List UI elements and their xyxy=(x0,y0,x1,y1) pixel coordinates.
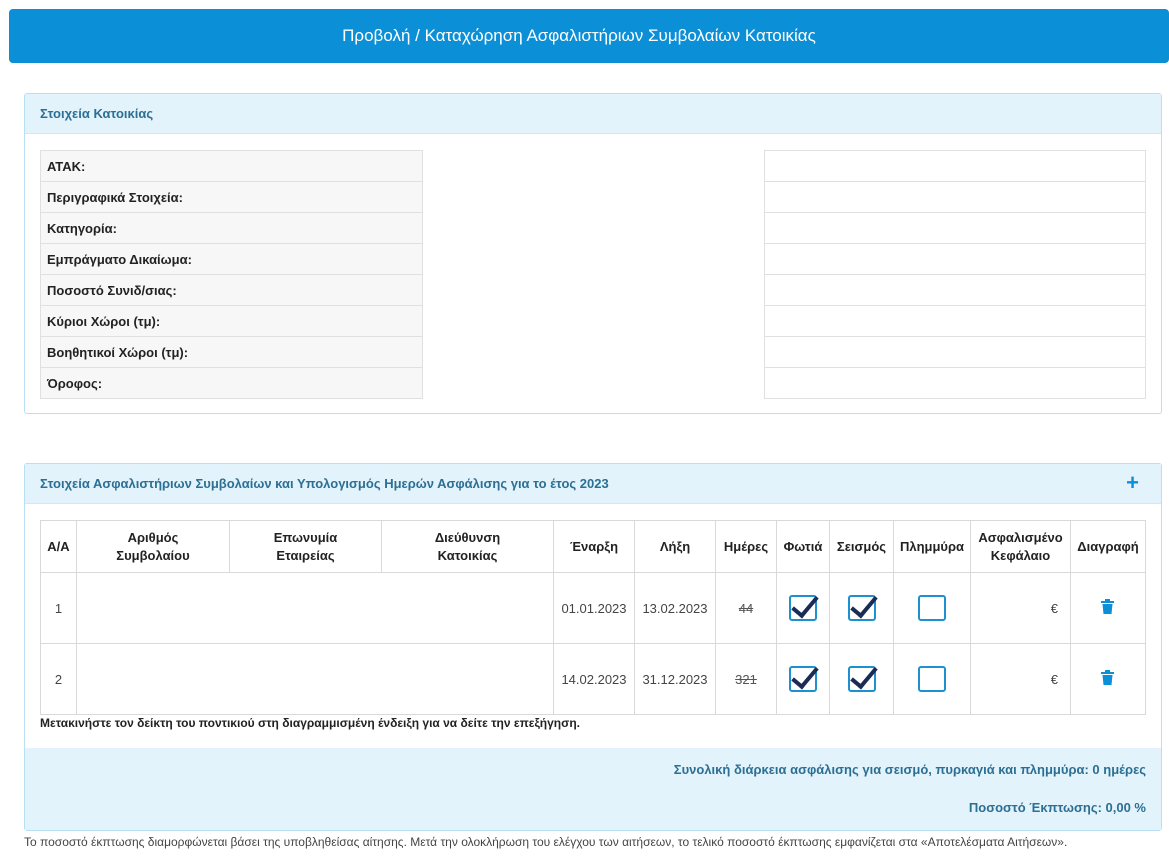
property-row xyxy=(41,244,1146,275)
col-address xyxy=(382,521,554,573)
cell-flood xyxy=(894,573,971,644)
col-delete: Διαγραφή xyxy=(1071,521,1146,573)
hover-hint: Μετακινήστε τον δείκτη του ποντικιού στη διαγραμμισμένη ένδειξη για να δείτε την επεξήγηση. xyxy=(40,716,581,730)
cell-fire xyxy=(777,573,830,644)
property-value-gap xyxy=(423,368,765,399)
property-label: ΑΤΑΚ: xyxy=(41,151,423,182)
fire-checkbox[interactable] xyxy=(789,666,817,692)
trash-icon[interactable] xyxy=(1101,670,1115,686)
earthquake-checkbox[interactable] xyxy=(848,666,876,692)
plus-icon[interactable]: + xyxy=(1126,470,1139,495)
col-end: Λήξη xyxy=(635,521,716,573)
footnote: Το ποσοστό έκπτωσης διαμορφώνεται βάσει της υποβληθείσας αίτησης. Μετά την ολοκλήρωση του ελέγχου των αιτήσεων, το τελικό ποσοστό έκπτωσης εμφανίζεται στα «Αποτελέσματα Αιτήσεων». xyxy=(24,835,1068,849)
property-label: Όροφος: xyxy=(41,368,423,399)
days-strikethrough[interactable]: 321 xyxy=(735,671,757,687)
property-panel-title: Στοιχεία Κατοικίας xyxy=(40,106,154,121)
property-value-gap xyxy=(423,213,765,244)
property-value xyxy=(765,213,1146,244)
property-value-gap xyxy=(423,337,765,368)
property-row xyxy=(41,151,1146,182)
property-label: Περιγραφικά Στοιχεία: xyxy=(41,182,423,213)
property-label: Εμπράγματο Δικαίωμα: xyxy=(41,244,423,275)
earthquake-checkbox[interactable] xyxy=(848,595,876,621)
days-strikethrough[interactable]: 44 xyxy=(738,600,754,616)
cell-end: 13.02.2023 xyxy=(635,573,716,644)
cell-end: 31.12.2023 xyxy=(635,644,716,715)
fire-checkbox[interactable] xyxy=(789,595,817,621)
property-row xyxy=(41,368,1146,399)
property-panel-header xyxy=(25,94,1161,134)
cell-delete xyxy=(1071,573,1146,644)
col-fire: Φωτιά xyxy=(777,521,830,573)
trash-icon[interactable] xyxy=(1101,599,1115,615)
table-header-row xyxy=(41,521,1146,573)
cell-delete xyxy=(1071,644,1146,715)
contracts-panel-header xyxy=(25,464,1161,504)
cell-address xyxy=(382,644,554,715)
property-table xyxy=(40,150,1146,399)
property-row xyxy=(41,306,1146,337)
flood-checkbox[interactable] xyxy=(918,595,946,621)
property-value xyxy=(765,337,1146,368)
property-value-gap xyxy=(423,306,765,337)
property-value xyxy=(765,306,1146,337)
property-label: Βοηθητικοί Χώροι (τμ): xyxy=(41,337,423,368)
cell-contract-no xyxy=(77,573,230,644)
col-company-label: Επωνυμία Εταιρείας xyxy=(273,529,338,563)
property-value xyxy=(765,182,1146,213)
col-aa: Α/Α xyxy=(41,521,77,573)
property-value xyxy=(765,368,1146,399)
property-label: Κύριοι Χώροι (τμ): xyxy=(41,306,423,337)
property-value xyxy=(765,244,1146,275)
total-duration: Συνολική διάρκεια ασφάλισης για σεισμό, πυρκαγιά και πλημμύρα: 0 ημέρες xyxy=(673,762,1146,777)
cell-earthquake xyxy=(830,644,894,715)
cell-company xyxy=(230,644,382,715)
property-row xyxy=(41,182,1146,213)
col-address-label: Διεύθυνση Κατοικίας xyxy=(434,529,501,563)
col-company xyxy=(230,521,382,573)
col-earthquake: Σεισμός xyxy=(830,521,894,573)
cell-earthquake xyxy=(830,573,894,644)
property-label: Κατηγορία: xyxy=(41,213,423,244)
summary-box xyxy=(25,748,1161,830)
contracts-panel-title: Στοιχεία Ασφαλιστήριων Συμβολαίων και Υπολογισμός Ημερών Ασφάλισης για το έτος 2023 xyxy=(40,476,609,491)
property-row xyxy=(41,275,1146,306)
cell-start: 01.01.2023 xyxy=(554,573,635,644)
property-value-gap xyxy=(423,151,765,182)
col-start: Έναρξη xyxy=(554,521,635,573)
property-value-gap xyxy=(423,244,765,275)
cell-address xyxy=(382,573,554,644)
cell-days[interactable] xyxy=(716,573,777,644)
page-header xyxy=(9,9,1169,63)
property-value-gap xyxy=(423,182,765,213)
discount-percentage: Ποσοστό Έκπτωσης: 0,00 % xyxy=(968,800,1146,815)
property-value xyxy=(765,151,1146,182)
cell-capital: € xyxy=(971,644,1071,715)
col-days: Ημέρες xyxy=(716,521,777,573)
table-row xyxy=(41,644,1146,715)
property-row xyxy=(41,337,1146,368)
col-flood: Πλημμύρα xyxy=(894,521,971,573)
property-value xyxy=(765,275,1146,306)
property-row xyxy=(41,213,1146,244)
cell-aa: 2 xyxy=(41,644,77,715)
property-label: Ποσοστό Συνιδ/σιας: xyxy=(41,275,423,306)
flood-checkbox[interactable] xyxy=(918,666,946,692)
cell-days[interactable] xyxy=(716,644,777,715)
property-panel xyxy=(24,93,1162,414)
col-capital-label: Ασφαλισμένο Κεφάλαιο xyxy=(978,529,1063,563)
col-capital xyxy=(971,521,1071,573)
cell-contract-no xyxy=(77,644,230,715)
cell-aa: 1 xyxy=(41,573,77,644)
col-contract-no xyxy=(77,521,230,573)
col-contract-no-label: Αριθμός Συμβολαίου xyxy=(116,529,190,563)
cell-start: 14.02.2023 xyxy=(554,644,635,715)
contracts-table xyxy=(40,520,1146,715)
cell-fire xyxy=(777,644,830,715)
contracts-panel xyxy=(24,463,1162,831)
cell-capital: € xyxy=(971,573,1071,644)
cell-company xyxy=(230,573,382,644)
page-title: Προβολή / Καταχώρηση Ασφαλιστήριων Συμβολαίων Κατοικίας xyxy=(342,26,816,45)
property-value-gap xyxy=(423,275,765,306)
cell-flood xyxy=(894,644,971,715)
table-row xyxy=(41,573,1146,644)
